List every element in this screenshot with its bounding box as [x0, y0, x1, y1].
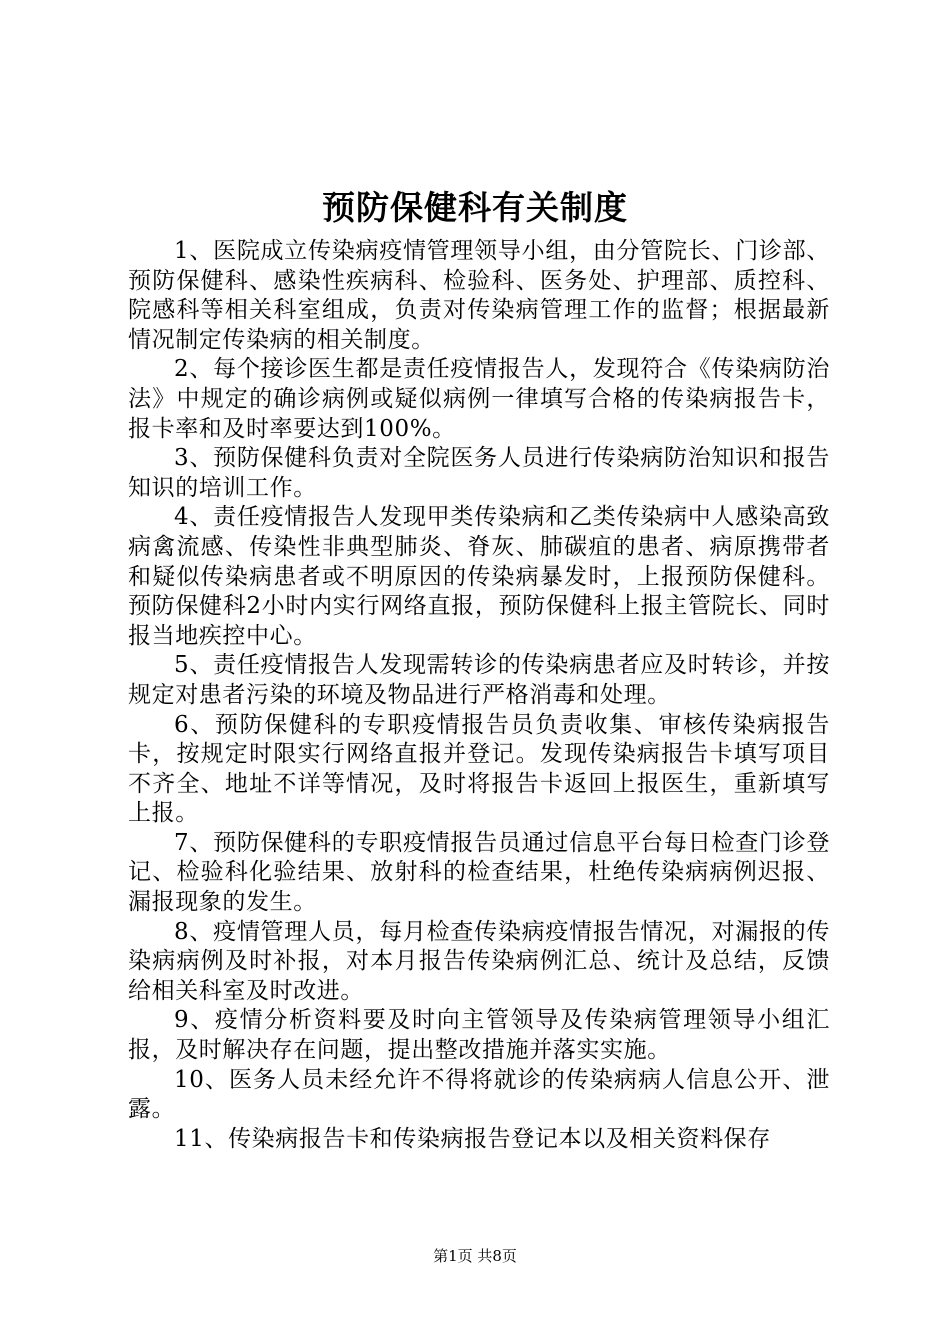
page-number-footer: 第1页 共8页 — [433, 1247, 517, 1265]
paragraph-3: 3、预防保健科负责对全院医务人员进行传染病防治知识和报告知识的培训工作。 — [128, 445, 830, 501]
document-title: 预防保健科有关制度 — [322, 188, 628, 227]
paragraph-9: 9、疫情分析资料要及时向主管领导及传染病管理领导小组汇报，及时解决存在问题，提出整改措施并落实实施。 — [128, 1007, 830, 1064]
paragraph-5: 5、责任疫情报告人发现需转诊的传染病患者应及时转诊，并按规定对患者污染的环境及物品进行严格消毒和处理。 — [128, 652, 830, 708]
paragraph-2: 2、每个接诊医生都是责任疫情报告人，发现符合《传染病防治法》中规定的确诊病例或疑似病例一律填写合格的传染病报告卡，报卡率和及时率要达到100%。 — [128, 356, 830, 442]
paragraph-10: 10、医务人员未经允许不得将就诊的传染病病人信息公开、泄露。 — [128, 1066, 830, 1123]
paragraph-11: 11、传染病报告卡和传染病报告登记本以及相关资料保存 — [174, 1125, 771, 1152]
paragraph-7: 7、预防保健科的专职疫情报告员通过信息平台每日检查门诊登记、检验科化验结果、放射科的检查结果，杜绝传染病病例迟报、漏报现象的发生。 — [128, 829, 830, 916]
paragraph-8: 8、疫情管理人员，每月检查传染病疫情报告情况，对漏报的传染病病例及时补报，对本月报告传染病例汇总、统计及总结，反馈给相关科室及时改进。 — [128, 918, 830, 1004]
paragraph-4: 4、责任疫情报告人发现甲类传染病和乙类传染病中人感染高致病禽流感、传染性非典型肺炎、脊灰、肺碳疽的患者、病原携带者和疑似传染病患者或不明原因的传染病暴发时，上报预防保健科。预防保健科2小时内实行网络直报，预防保健科上报主管院长、同时报当地疾控中心。 — [128, 504, 830, 649]
document-body — [128, 237, 830, 1154]
paragraph-1: 1、医院成立传染病疫情管理领导小组，由分管院长、门诊部、预防保健科、感染性疾病科、检验科、医务处、护理部、质控科、院感科等相关科室组成，负责对传染病管理工作的监督；根据最新情况制定传染病的相关制度。 — [128, 238, 830, 353]
paragraph-6: 6、预防保健科的专职疫情报告员负责收集、审核传染病报告卡，按规定时限实行网络直报并登记。发现传染病报告卡填写项目不齐全、地址不详等情况，及时将报告卡返回上报医生，重新填写上报。 — [128, 711, 830, 827]
